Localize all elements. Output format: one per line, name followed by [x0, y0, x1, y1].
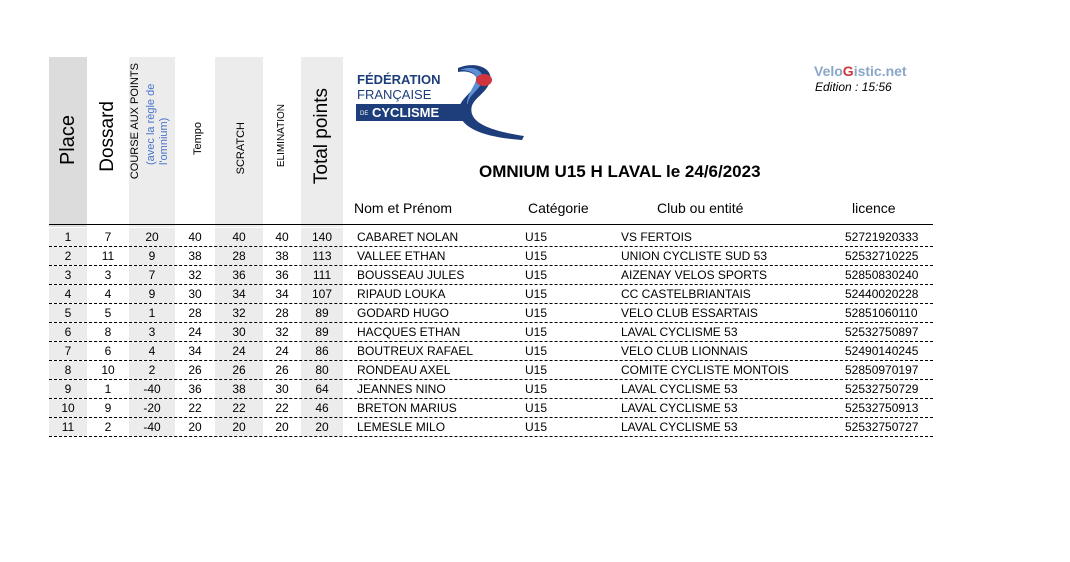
cell-cat: U15: [525, 230, 548, 244]
cell-tempo: 20: [188, 420, 202, 434]
header-rule: [49, 224, 933, 225]
cell-scratch: 22: [215, 399, 263, 417]
header-place: Place: [57, 115, 79, 166]
table-row: [49, 342, 933, 361]
cell-dossard: 6: [104, 344, 112, 358]
cell-tempo: 34: [188, 344, 202, 358]
cell-cat: U15: [525, 401, 548, 415]
cell-elim: 30: [275, 382, 289, 396]
cell-place: 7: [49, 342, 87, 360]
cell-licence: 52440020228: [845, 287, 919, 301]
cell-nom: JEANNES NINO: [357, 382, 446, 396]
ffc-logo: [356, 62, 526, 140]
cell-course: -40: [129, 380, 175, 398]
cell-licence: 52532710225: [845, 249, 919, 263]
logo-line1: FÉDÉRATION: [357, 72, 441, 87]
cell-scratch: 20: [215, 418, 263, 436]
table-row: [49, 418, 933, 437]
table-row: [49, 361, 933, 380]
cell-place: 3: [49, 266, 87, 284]
cell-total: 140: [301, 228, 343, 246]
cell-cat: U15: [525, 249, 548, 263]
cell-elim: 32: [275, 325, 289, 339]
header-club: Club ou entité: [657, 200, 744, 216]
cell-place: 4: [49, 285, 87, 303]
cell-dossard: 2: [104, 420, 112, 434]
cell-nom: BOUTREUX RAFAEL: [357, 344, 474, 358]
cell-club: AIZENAY VELOS SPORTS: [621, 268, 768, 282]
table-row: [49, 285, 933, 304]
cell-scratch: 40: [215, 228, 263, 246]
cell-scratch: 38: [215, 380, 263, 398]
brand-part1: Velo: [814, 63, 843, 79]
cell-place: 6: [49, 323, 87, 341]
cell-scratch: 36: [215, 266, 263, 284]
header-course-note: (avec la règle de l'omnium): [145, 83, 170, 165]
table-row: [49, 304, 933, 323]
cell-dossard: 7: [104, 230, 112, 244]
header-tempo: Tempo: [192, 122, 204, 156]
cell-dossard: 11: [101, 249, 115, 263]
cell-course: -40: [129, 418, 175, 436]
logo-line3: CYCLISME: [372, 105, 440, 120]
cell-cat: U15: [525, 363, 548, 377]
table-row: [49, 228, 933, 247]
cell-total: 20: [301, 418, 343, 436]
cell-total: 107: [301, 285, 343, 303]
cell-club: LAVAL CYCLISME 53: [621, 382, 738, 396]
cell-elim: 26: [275, 363, 289, 377]
cell-course: 4: [129, 342, 175, 360]
cell-licence: 52532750729: [845, 382, 919, 396]
header-total-points: Total points: [311, 88, 332, 185]
cell-cat: U15: [525, 287, 548, 301]
header-categorie: Catégorie: [528, 200, 589, 216]
table-row: [49, 380, 933, 399]
header-dossard: Dossard: [97, 101, 118, 172]
cell-dossard: 3: [104, 268, 112, 282]
cell-club: CC CASTELBRIANTAIS: [621, 287, 751, 301]
cell-cat: U15: [525, 382, 548, 396]
cell-course: 9: [129, 285, 175, 303]
cell-dossard: 8: [104, 325, 112, 339]
cell-dossard: 5: [104, 306, 112, 320]
cell-tempo: 40: [188, 230, 202, 244]
cell-licence: 52532750727: [845, 420, 919, 434]
cell-scratch: 30: [215, 323, 263, 341]
cell-total: 89: [301, 304, 343, 322]
cell-dossard: 4: [104, 287, 112, 301]
cell-club: VELO CLUB LIONNAIS: [621, 344, 748, 358]
cell-dossard: 9: [104, 401, 112, 415]
cell-tempo: 28: [188, 306, 202, 320]
cell-tempo: 36: [188, 382, 202, 396]
cell-scratch: 24: [215, 342, 263, 360]
cell-tempo: 26: [188, 363, 202, 377]
cell-scratch: 28: [215, 247, 263, 265]
cell-total: 46: [301, 399, 343, 417]
cell-total: 80: [301, 361, 343, 379]
cell-scratch: 32: [215, 304, 263, 322]
cell-place: 9: [49, 380, 87, 398]
cell-course: -20: [129, 399, 175, 417]
header-licence: licence: [852, 200, 896, 216]
cell-nom: RONDEAU AXEL: [357, 363, 451, 377]
results-table: [49, 228, 933, 437]
cell-licence: 52721920333: [845, 230, 919, 244]
cell-cat: U15: [525, 306, 548, 320]
logo-line3-prefix: DE: [360, 111, 369, 117]
cell-total: 113: [301, 247, 343, 265]
cell-place: 1: [49, 228, 87, 246]
header-nom: Nom et Prénom: [354, 200, 453, 216]
table-row: [49, 266, 933, 285]
ffc-logo-graphic: [356, 62, 526, 140]
cell-nom: BRETON MARIUS: [357, 401, 457, 415]
cell-tempo: 24: [188, 325, 202, 339]
cell-scratch: 26: [215, 361, 263, 379]
cell-licence: 52851060110: [845, 306, 918, 320]
table-row: [49, 323, 933, 342]
cell-course: 20: [129, 228, 175, 246]
cell-elim: 34: [275, 287, 289, 301]
cell-nom: BOUSSEAU JULES: [357, 268, 465, 282]
cell-club: LAVAL CYCLISME 53: [621, 420, 738, 434]
cell-nom: RIPAUD LOUKA: [357, 287, 446, 301]
velogistic-brand: [814, 63, 907, 79]
cell-nom: CABARET NOLAN: [357, 230, 459, 244]
table-row: [49, 399, 933, 418]
cell-club: LAVAL CYCLISME 53: [621, 325, 738, 339]
cell-nom: VALLEE ETHAN: [357, 249, 446, 263]
cell-licence: 52532750897: [845, 325, 919, 339]
cell-dossard: 10: [101, 363, 115, 377]
cell-total: 64: [301, 380, 343, 398]
cell-dossard: 1: [104, 382, 112, 396]
cell-nom: GODARD HUGO: [357, 306, 450, 320]
cell-elim: 20: [275, 420, 289, 434]
cell-course: 7: [129, 266, 175, 284]
cell-elim: 22: [275, 401, 289, 415]
cell-place: 5: [49, 304, 87, 322]
header-scratch: SCRATCH: [235, 122, 247, 175]
cell-course: 3: [129, 323, 175, 341]
cell-licence: 52850830240: [845, 268, 919, 282]
cell-club: LAVAL CYCLISME 53: [621, 401, 738, 415]
cell-place: 8: [49, 361, 87, 379]
edition-time: Edition : 15:56: [815, 80, 892, 94]
cell-elim: 38: [275, 249, 289, 263]
cell-nom: HACQUES ETHAN: [357, 325, 461, 339]
cell-scratch: 34: [215, 285, 263, 303]
cell-place: 11: [49, 418, 87, 436]
cell-licence: 52850970197: [845, 363, 919, 377]
cell-place: 10: [49, 399, 87, 417]
cell-course: 1: [129, 304, 175, 322]
cell-licence: 52532750913: [845, 401, 919, 415]
cell-tempo: 32: [188, 268, 202, 282]
cell-club: COMITE CYCLISTE MONTOIS: [621, 363, 789, 377]
cell-tempo: 22: [188, 401, 202, 415]
cell-total: 111: [301, 266, 343, 284]
cell-cat: U15: [525, 420, 548, 434]
cell-club: VELO CLUB ESSARTAIS: [621, 306, 758, 320]
cell-licence: 52490140245: [845, 344, 919, 358]
cell-cat: U15: [525, 344, 548, 358]
cell-elim: 28: [275, 306, 289, 320]
cell-tempo: 30: [188, 287, 202, 301]
cell-course: 2: [129, 361, 175, 379]
cell-elim: 40: [275, 230, 289, 244]
cell-total: 89: [301, 323, 343, 341]
cell-elim: 36: [275, 268, 289, 282]
cell-tempo: 38: [188, 249, 202, 263]
cell-place: 2: [49, 247, 87, 265]
logo-line2: FRANÇAISE: [357, 87, 432, 102]
cell-club: VS FERTOIS: [621, 230, 692, 244]
header-elimination: ELIMINATION: [276, 104, 287, 168]
brand-part2: G: [842, 63, 854, 79]
header-course-points: COURSE AUX POINTS: [129, 63, 141, 180]
cell-total: 86: [301, 342, 343, 360]
cell-club: UNION CYCLISTE SUD 53: [621, 249, 768, 263]
cell-cat: U15: [525, 325, 548, 339]
table-row: [49, 247, 933, 266]
cell-cat: U15: [525, 268, 548, 282]
page-title: OMNIUM U15 H LAVAL le 24/6/2023: [479, 162, 761, 181]
cell-course: 9: [129, 247, 175, 265]
cell-nom: LEMESLE MILO: [357, 420, 446, 434]
brand-part3: istic.net: [853, 63, 907, 79]
cell-elim: 24: [275, 344, 289, 358]
